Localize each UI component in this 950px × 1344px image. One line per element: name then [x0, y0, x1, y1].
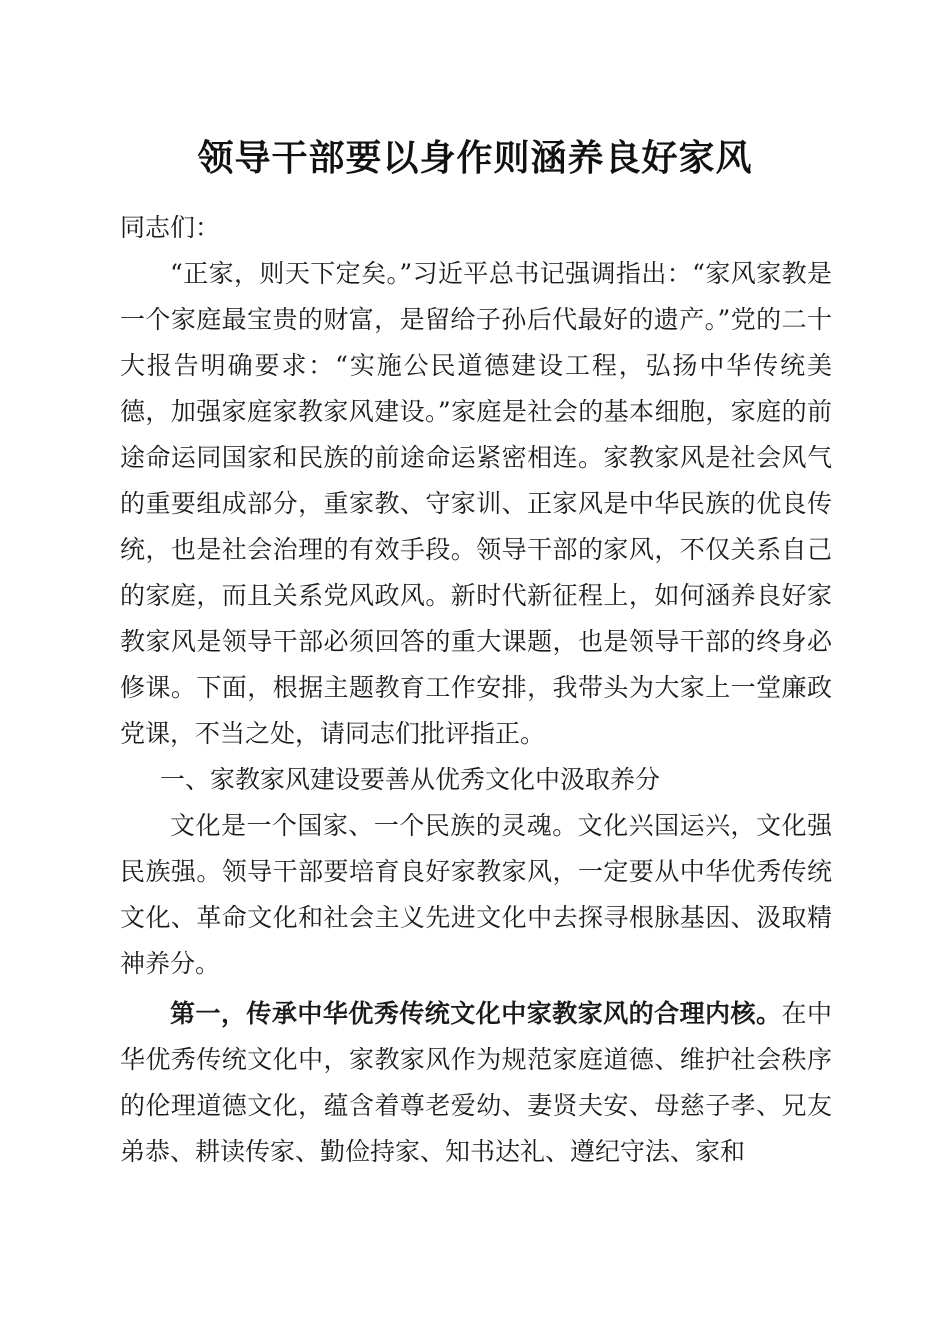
salutation: 同志们：	[120, 213, 221, 242]
section-heading-1: 一、家教家风建设要善从优秀文化中汲取养分	[160, 765, 661, 794]
point-1-lead: 第一，传承中华优秀传统文化中家教家风的合理内核。	[170, 999, 782, 1028]
document-body	[120, 205, 832, 1175]
point-1-paragraph	[120, 991, 832, 1175]
document-title: 领导干部要以身作则涵养良好家风	[197, 137, 753, 179]
section-1-paragraph: 文化是一个国家、一个民族的灵魂。文化兴国运兴，文化强民族强。领导干部要培育良好家教家风，一定要从中华优秀传统文化、革命文化和社会主义先进文化中去探寻根脉基因、汲取精神养分。	[120, 811, 832, 978]
point-1-body: 在中华优秀传统文化中，家教家风作为规范家庭道德、维护社会秩序的伦理道德文化，蕴含着尊老爱幼、妻贤夫安、母慈子孝、兄友弟恭、耕读传家、勤俭持家、知书达礼、遵纪守法、家和	[120, 999, 832, 1166]
intro-paragraph: “正家，则天下定矣。”习近平总书记强调指出：“家风家教是一个家庭最宝贵的财富，是留给子孙后代最好的遗产。”党的二十大报告明确要求：“实施公民道德建设工程，弘扬中华传统美德，加强家庭家教家风建设。”家庭是社会的基本细胞，家庭的前途命运同国家和民族的前途命运紧密相连。家教家风是社会风气的重要组成部分，重家教、守家训、正家风是中华民族的优良传统，也是社会治理的有效手段。领导干部的家风，不仅关系自己的家庭，而且关系党风政风。新时代新征程上，如何涵养良好家教家风是领导干部必须回答的重大课题，也是领导干部的终身必修课。下面，根据主题教育工作安排，我带头为大家上一堂廉政党课，不当之处，请同志们批评指正。	[120, 259, 832, 748]
